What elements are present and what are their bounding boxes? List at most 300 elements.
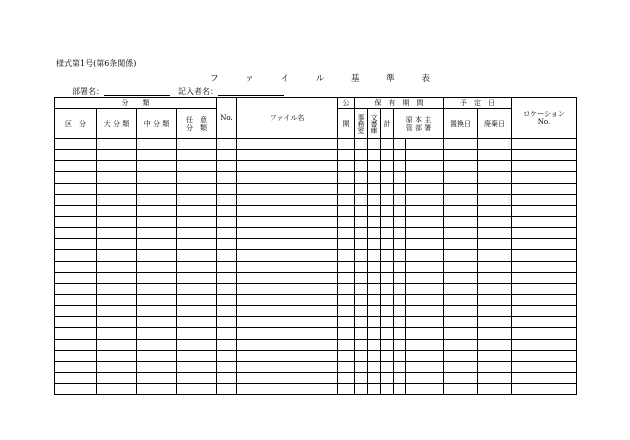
table-cell[interactable] [217,194,237,205]
table-cell[interactable] [137,317,177,328]
table-cell[interactable] [55,172,97,183]
table-cell[interactable] [55,328,97,339]
table-cell[interactable] [381,194,394,205]
table-cell[interactable] [355,194,368,205]
table-cell[interactable] [237,328,338,339]
table-cell[interactable] [177,228,217,239]
table-cell[interactable] [368,228,381,239]
table-cell[interactable] [177,328,217,339]
table-cell[interactable] [338,328,355,339]
table-cell[interactable] [478,161,512,172]
table-cell[interactable] [478,139,512,150]
table-cell[interactable] [55,183,97,194]
table-cell[interactable] [217,261,237,272]
table-cell[interactable] [381,161,394,172]
table-cell[interactable] [137,272,177,283]
table-cell[interactable] [217,283,237,294]
table-cell[interactable] [512,261,577,272]
department-field[interactable] [104,95,170,96]
table-cell[interactable] [97,272,137,283]
table-cell[interactable] [97,361,137,372]
table-cell[interactable] [55,216,97,227]
table-cell[interactable] [177,283,217,294]
table-cell[interactable] [137,172,177,183]
table-cell[interactable] [444,317,478,328]
table-cell[interactable] [406,139,444,150]
table-cell[interactable] [97,261,137,272]
table-cell[interactable] [177,216,217,227]
table-cell[interactable] [177,205,217,216]
table-cell[interactable] [444,239,478,250]
table-cell[interactable] [512,384,577,395]
table-cell[interactable] [217,317,237,328]
table-cell[interactable] [444,250,478,261]
table-cell[interactable] [444,216,478,227]
table-cell[interactable] [394,317,406,328]
table-cell[interactable] [55,228,97,239]
table-cell[interactable] [512,294,577,305]
table-cell[interactable] [444,139,478,150]
table-cell[interactable] [381,172,394,183]
table-cell[interactable] [394,250,406,261]
table-cell[interactable] [478,372,512,383]
table-cell[interactable] [368,261,381,272]
table-cell[interactable] [512,205,577,216]
table-cell[interactable] [97,317,137,328]
table-cell[interactable] [381,339,394,350]
table-cell[interactable] [237,228,338,239]
table-cell[interactable] [368,317,381,328]
table-cell[interactable] [355,339,368,350]
table-cell[interactable] [237,150,338,161]
table-cell[interactable] [368,339,381,350]
table-cell[interactable] [97,384,137,395]
table-cell[interactable] [338,361,355,372]
table-cell[interactable] [381,361,394,372]
table-cell[interactable] [512,216,577,227]
table-cell[interactable] [368,183,381,194]
table-cell[interactable] [338,194,355,205]
table-cell[interactable] [355,306,368,317]
table-cell[interactable] [237,350,338,361]
table-cell[interactable] [394,328,406,339]
table-cell[interactable] [444,150,478,161]
table-cell[interactable] [217,161,237,172]
table-cell[interactable] [338,183,355,194]
table-cell[interactable] [55,294,97,305]
table-cell[interactable] [97,183,137,194]
table-cell[interactable] [444,183,478,194]
table-cell[interactable] [444,205,478,216]
table-cell[interactable] [137,306,177,317]
table-cell[interactable] [381,294,394,305]
table-cell[interactable] [217,350,237,361]
table-cell[interactable] [217,272,237,283]
table-cell[interactable] [338,205,355,216]
table-cell[interactable] [137,384,177,395]
table-cell[interactable] [237,139,338,150]
table-cell[interactable] [355,272,368,283]
table-cell[interactable] [338,228,355,239]
table-cell[interactable] [97,216,137,227]
table-cell[interactable] [478,306,512,317]
table-cell[interactable] [406,339,444,350]
table-cell[interactable] [338,172,355,183]
table-cell[interactable] [406,361,444,372]
table-cell[interactable] [512,194,577,205]
table-cell[interactable] [478,361,512,372]
table-cell[interactable] [217,183,237,194]
table-cell[interactable] [368,350,381,361]
table-cell[interactable] [512,372,577,383]
table-cell[interactable] [381,216,394,227]
table-cell[interactable] [512,139,577,150]
table-cell[interactable] [217,361,237,372]
table-cell[interactable] [97,228,137,239]
table-cell[interactable] [217,239,237,250]
table-cell[interactable] [217,172,237,183]
table-cell[interactable] [406,228,444,239]
table-cell[interactable] [512,183,577,194]
table-cell[interactable] [444,372,478,383]
table-cell[interactable] [406,317,444,328]
table-cell[interactable] [381,250,394,261]
table-cell[interactable] [355,239,368,250]
table-cell[interactable] [381,306,394,317]
table-cell[interactable] [55,283,97,294]
table-cell[interactable] [355,228,368,239]
table-cell[interactable] [97,205,137,216]
table-cell[interactable] [394,239,406,250]
table-cell[interactable] [381,228,394,239]
table-cell[interactable] [478,228,512,239]
table-cell[interactable] [217,250,237,261]
table-cell[interactable] [444,294,478,305]
writer-field[interactable] [218,95,284,96]
table-cell[interactable] [355,317,368,328]
table-cell[interactable] [394,172,406,183]
table-cell[interactable] [478,384,512,395]
table-cell[interactable] [177,183,217,194]
table-cell[interactable] [137,228,177,239]
table-cell[interactable] [338,150,355,161]
table-cell[interactable] [444,272,478,283]
table-cell[interactable] [478,239,512,250]
table-cell[interactable] [217,228,237,239]
table-cell[interactable] [55,150,97,161]
table-cell[interactable] [237,283,338,294]
table-cell[interactable] [406,205,444,216]
table-cell[interactable] [55,239,97,250]
table-cell[interactable] [406,250,444,261]
table-cell[interactable] [177,317,217,328]
table-cell[interactable] [55,350,97,361]
table-cell[interactable] [177,294,217,305]
table-cell[interactable] [368,361,381,372]
table-cell[interactable] [338,384,355,395]
table-cell[interactable] [512,239,577,250]
table-cell[interactable] [368,194,381,205]
table-cell[interactable] [381,150,394,161]
table-cell[interactable] [444,228,478,239]
table-cell[interactable] [137,328,177,339]
table-cell[interactable] [478,172,512,183]
table-cell[interactable] [338,216,355,227]
table-cell[interactable] [338,294,355,305]
table-cell[interactable] [368,139,381,150]
table-cell[interactable] [217,205,237,216]
table-cell[interactable] [237,250,338,261]
table-cell[interactable] [355,216,368,227]
table-cell[interactable] [368,272,381,283]
table-cell[interactable] [237,317,338,328]
table-cell[interactable] [338,350,355,361]
table-cell[interactable] [237,272,338,283]
table-cell[interactable] [177,361,217,372]
table-cell[interactable] [137,283,177,294]
table-cell[interactable] [177,139,217,150]
table-cell[interactable] [237,183,338,194]
table-cell[interactable] [368,216,381,227]
table-cell[interactable] [177,161,217,172]
table-cell[interactable] [368,283,381,294]
table-cell[interactable] [55,339,97,350]
table-cell[interactable] [355,350,368,361]
table-cell[interactable] [338,250,355,261]
table-cell[interactable] [406,194,444,205]
table-cell[interactable] [512,317,577,328]
table-cell[interactable] [368,372,381,383]
table-cell[interactable] [368,205,381,216]
table-cell[interactable] [394,228,406,239]
table-cell[interactable] [355,372,368,383]
table-cell[interactable] [217,216,237,227]
table-cell[interactable] [338,272,355,283]
table-cell[interactable] [137,139,177,150]
table-cell[interactable] [338,306,355,317]
table-cell[interactable] [137,294,177,305]
table-cell[interactable] [394,339,406,350]
table-cell[interactable] [55,261,97,272]
table-cell[interactable] [217,372,237,383]
table-cell[interactable] [338,283,355,294]
table-cell[interactable] [177,150,217,161]
table-cell[interactable] [97,328,137,339]
table-cell[interactable] [406,272,444,283]
table-cell[interactable] [137,205,177,216]
table-cell[interactable] [444,339,478,350]
table-cell[interactable] [97,339,137,350]
table-cell[interactable] [394,205,406,216]
table-cell[interactable] [478,183,512,194]
table-cell[interactable] [55,317,97,328]
table-cell[interactable] [137,216,177,227]
table-cell[interactable] [478,350,512,361]
table-cell[interactable] [55,306,97,317]
table-cell[interactable] [406,239,444,250]
table-cell[interactable] [394,272,406,283]
table-cell[interactable] [406,350,444,361]
table-cell[interactable] [406,294,444,305]
table-cell[interactable] [137,239,177,250]
table-cell[interactable] [406,172,444,183]
table-cell[interactable] [406,216,444,227]
table-cell[interactable] [478,194,512,205]
table-cell[interactable] [355,161,368,172]
table-cell[interactable] [237,216,338,227]
table-cell[interactable] [177,272,217,283]
table-cell[interactable] [355,283,368,294]
table-cell[interactable] [444,350,478,361]
table-cell[interactable] [237,161,338,172]
table-cell[interactable] [217,150,237,161]
table-cell[interactable] [406,150,444,161]
table-cell[interactable] [444,328,478,339]
table-cell[interactable] [394,150,406,161]
table-cell[interactable] [55,205,97,216]
table-cell[interactable] [55,161,97,172]
table-cell[interactable] [177,306,217,317]
table-cell[interactable] [237,194,338,205]
table-cell[interactable] [512,306,577,317]
table-cell[interactable] [444,384,478,395]
table-cell[interactable] [355,384,368,395]
table-cell[interactable] [338,261,355,272]
table-cell[interactable] [217,294,237,305]
table-cell[interactable] [55,194,97,205]
table-cell[interactable] [137,361,177,372]
table-cell[interactable] [55,250,97,261]
table-cell[interactable] [444,194,478,205]
table-cell[interactable] [177,384,217,395]
table-cell[interactable] [512,283,577,294]
table-cell[interactable] [137,250,177,261]
table-cell[interactable] [137,372,177,383]
table-cell[interactable] [478,261,512,272]
table-cell[interactable] [97,161,137,172]
table-cell[interactable] [137,261,177,272]
table-cell[interactable] [97,306,137,317]
table-cell[interactable] [97,294,137,305]
table-cell[interactable] [478,150,512,161]
table-cell[interactable] [338,239,355,250]
table-cell[interactable] [55,361,97,372]
table-cell[interactable] [355,361,368,372]
table-cell[interactable] [381,372,394,383]
table-cell[interactable] [512,250,577,261]
table-cell[interactable] [512,361,577,372]
table-cell[interactable] [237,384,338,395]
table-cell[interactable] [97,150,137,161]
table-cell[interactable] [355,205,368,216]
table-cell[interactable] [97,194,137,205]
table-cell[interactable] [394,261,406,272]
table-cell[interactable] [406,328,444,339]
table-cell[interactable] [512,172,577,183]
table-cell[interactable] [177,350,217,361]
table-cell[interactable] [512,161,577,172]
table-cell[interactable] [381,239,394,250]
table-cell[interactable] [137,161,177,172]
table-cell[interactable] [368,172,381,183]
table-cell[interactable] [237,205,338,216]
table-cell[interactable] [355,172,368,183]
table-cell[interactable] [381,283,394,294]
table-cell[interactable] [512,272,577,283]
table-cell[interactable] [137,150,177,161]
table-cell[interactable] [394,306,406,317]
table-cell[interactable] [406,183,444,194]
table-cell[interactable] [394,372,406,383]
table-cell[interactable] [444,172,478,183]
table-cell[interactable] [394,350,406,361]
table-cell[interactable] [55,372,97,383]
table-cell[interactable] [381,205,394,216]
table-cell[interactable] [381,183,394,194]
table-cell[interactable] [406,261,444,272]
table-cell[interactable] [381,317,394,328]
table-cell[interactable] [237,361,338,372]
table-cell[interactable] [97,283,137,294]
table-cell[interactable] [368,384,381,395]
table-cell[interactable] [478,317,512,328]
table-cell[interactable] [55,384,97,395]
table-cell[interactable] [444,283,478,294]
table-cell[interactable] [177,250,217,261]
table-cell[interactable] [512,350,577,361]
table-cell[interactable] [478,250,512,261]
table-cell[interactable] [444,306,478,317]
table-cell[interactable] [368,250,381,261]
table-cell[interactable] [512,328,577,339]
table-cell[interactable] [237,239,338,250]
table-cell[interactable] [137,350,177,361]
table-cell[interactable] [237,372,338,383]
table-cell[interactable] [444,261,478,272]
table-cell[interactable] [97,139,137,150]
table-cell[interactable] [97,172,137,183]
table-cell[interactable] [478,272,512,283]
table-cell[interactable] [177,239,217,250]
table-cell[interactable] [237,294,338,305]
table-cell[interactable] [237,261,338,272]
table-cell[interactable] [368,150,381,161]
table-cell[interactable] [381,261,394,272]
table-cell[interactable] [512,228,577,239]
table-cell[interactable] [97,350,137,361]
table-cell[interactable] [478,328,512,339]
table-cell[interactable] [381,350,394,361]
table-cell[interactable] [512,339,577,350]
table-cell[interactable] [97,372,137,383]
table-cell[interactable] [406,306,444,317]
table-cell[interactable] [177,372,217,383]
table-cell[interactable] [368,294,381,305]
table-cell[interactable] [355,261,368,272]
table-cell[interactable] [237,339,338,350]
table-cell[interactable] [406,372,444,383]
table-cell[interactable] [217,328,237,339]
table-cell[interactable] [381,328,394,339]
table-cell[interactable] [137,339,177,350]
table-cell[interactable] [355,183,368,194]
table-cell[interactable] [338,372,355,383]
table-cell[interactable] [137,194,177,205]
table-cell[interactable] [237,172,338,183]
table-cell[interactable] [444,161,478,172]
table-cell[interactable] [394,294,406,305]
table-cell[interactable] [478,283,512,294]
